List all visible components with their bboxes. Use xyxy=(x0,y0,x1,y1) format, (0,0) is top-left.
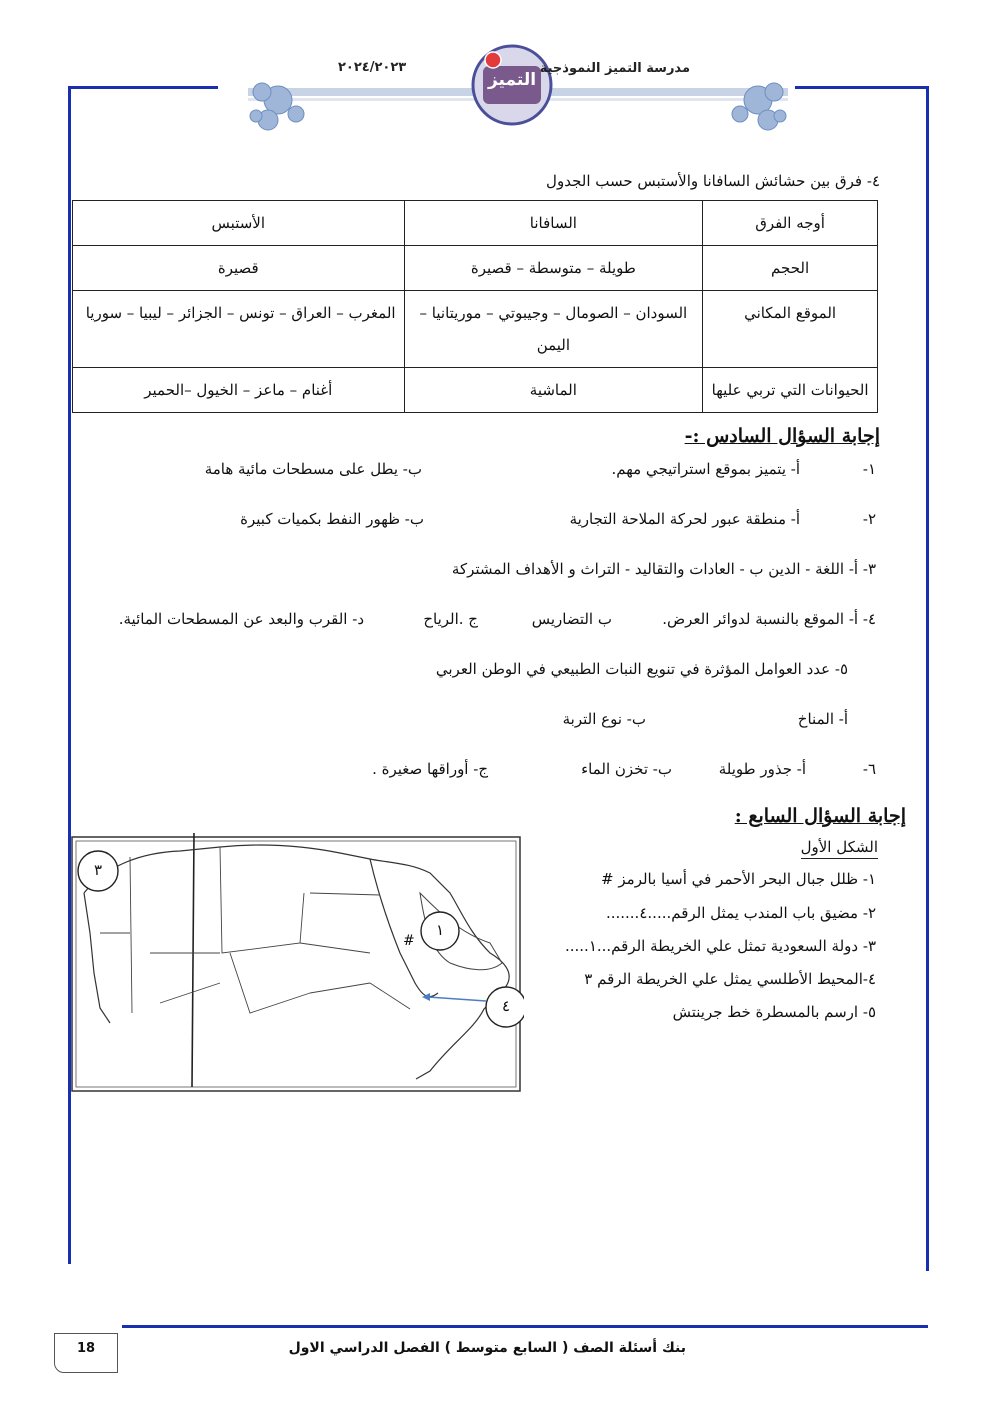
q7-item-1: ١- ظلل جبال البحر الأحمر في أسيا بالرمز # xyxy=(601,870,876,888)
table-row xyxy=(73,291,878,368)
table-cell: طويلة – متوسطة – قصيرة xyxy=(404,246,703,291)
table-row xyxy=(73,368,878,413)
q6-a1-num: ١- xyxy=(862,460,876,478)
table-row xyxy=(73,246,878,291)
table-header-row xyxy=(73,201,878,246)
school-logo xyxy=(471,44,553,126)
table-cell: أغنام – ماعز – الخيول –الحمير xyxy=(73,368,405,413)
map-label-three: ٣ xyxy=(93,861,103,879)
q7-subtitle: الشكل الأول xyxy=(801,838,878,859)
page-number-box xyxy=(54,1333,118,1373)
school-name: مدرسة التميز النموذجية xyxy=(539,61,690,76)
table-cell: المغرب – العراق – تونس – الجزائر – ليبيا – سوريا xyxy=(73,291,405,368)
q6-a2-a: أ- منطقة عبور لحركة الملاحة التجارية xyxy=(569,510,800,528)
header-rule-left xyxy=(68,86,218,89)
footer-rule xyxy=(122,1325,928,1328)
map-label-hash: # xyxy=(403,933,415,949)
q6-a4-c: ج .الرياح xyxy=(423,610,478,628)
table-cell: الحجم xyxy=(703,246,878,291)
q6-a5-b: ب- نوع التربة xyxy=(562,710,646,728)
table-cell: السودان – الصومال – وجيبوتي – موريتانيا – اليمن xyxy=(404,291,703,368)
header-rule-right xyxy=(795,86,928,89)
table-cell: قصيرة xyxy=(73,246,405,291)
q6-a5-a: أ- المناخ xyxy=(797,710,848,728)
table-cell: الموقع المكاني xyxy=(703,291,878,368)
footer-title: بنك أسئلة الصف ( السابع متوسط ) الفصل الدراسي الاول xyxy=(288,1340,686,1356)
page-number: 18 xyxy=(76,1341,96,1356)
map-label-one: ١ xyxy=(435,921,445,939)
q6-a6-num: ٦- xyxy=(862,760,876,778)
q6-a6-b: ب- تخزن الماء xyxy=(581,760,672,778)
map-label-four: ٤ xyxy=(501,997,511,1015)
table-header-cell: أوجه الفرق xyxy=(703,201,878,246)
q7-item-4: ٤-المحيط الأطلسي يمثل علي الخريطة الرقم ٣ xyxy=(584,970,876,988)
q7-item-5: ٥- ارسم بالمسطرة خط جرينتش xyxy=(672,1003,876,1021)
q6-a1-a: أ- يتميز بموقع استراتيجي مهم. xyxy=(611,460,800,478)
q6-title: إجابة السؤال السادس :- xyxy=(684,425,880,447)
frame-right xyxy=(926,86,929,1271)
q6-a2-b: ب- ظهور النفط بكميات كبيرة xyxy=(240,510,424,528)
q6-a4-a: ٤- أ- الموقع بالنسبة لدوائر العرض. xyxy=(662,610,876,628)
q6-a4-d: د- القرب والبعد عن المسطحات المائية. xyxy=(118,610,364,628)
q6-a1-b: ب- يطل على مسطحات مائية هامة xyxy=(204,460,422,478)
comparison-table xyxy=(72,200,878,413)
table-cell: الماشية xyxy=(404,368,703,413)
q6-a4-b: ب التضاريس xyxy=(531,610,612,628)
table-header-cell: الأستبس xyxy=(73,201,405,246)
arab-world-map xyxy=(70,833,524,1093)
q6-a6-a: أ- جذور طويلة xyxy=(718,760,806,778)
logo-text: التميز xyxy=(487,70,537,90)
q4-title: ٤- فرق بين حشائش السافانا والأستبس حسب الجدول xyxy=(546,172,880,190)
table-cell: الحيوانات التي تربي عليها xyxy=(703,368,878,413)
q6-a5: ٥- عدد العوامل المؤثرة في تنويع النبات الطبيعي في الوطن العربي xyxy=(435,660,848,678)
school-year: ٢٠٢٤/٢٠٢٣ xyxy=(338,60,407,75)
q6-a6-c: ج- أوراقها صغيرة . xyxy=(372,760,488,778)
q7-item-3: ٣- دولة السعودية تمثل علي الخريطة الرقم...١..... xyxy=(564,937,876,955)
q7-title: إجابة السؤال السابع : xyxy=(734,805,906,827)
q6-a2-num: ٢- xyxy=(862,510,876,528)
table-header-cell: السافانا xyxy=(404,201,703,246)
q6-a3: ٣- أ- اللغة - الدين ب - العادات والتقاليد - التراث و الأهداف المشتركة xyxy=(451,560,876,578)
q7-item-2: ٢- مضيق باب المندب يمثل الرقم.....٤....... xyxy=(605,904,876,922)
